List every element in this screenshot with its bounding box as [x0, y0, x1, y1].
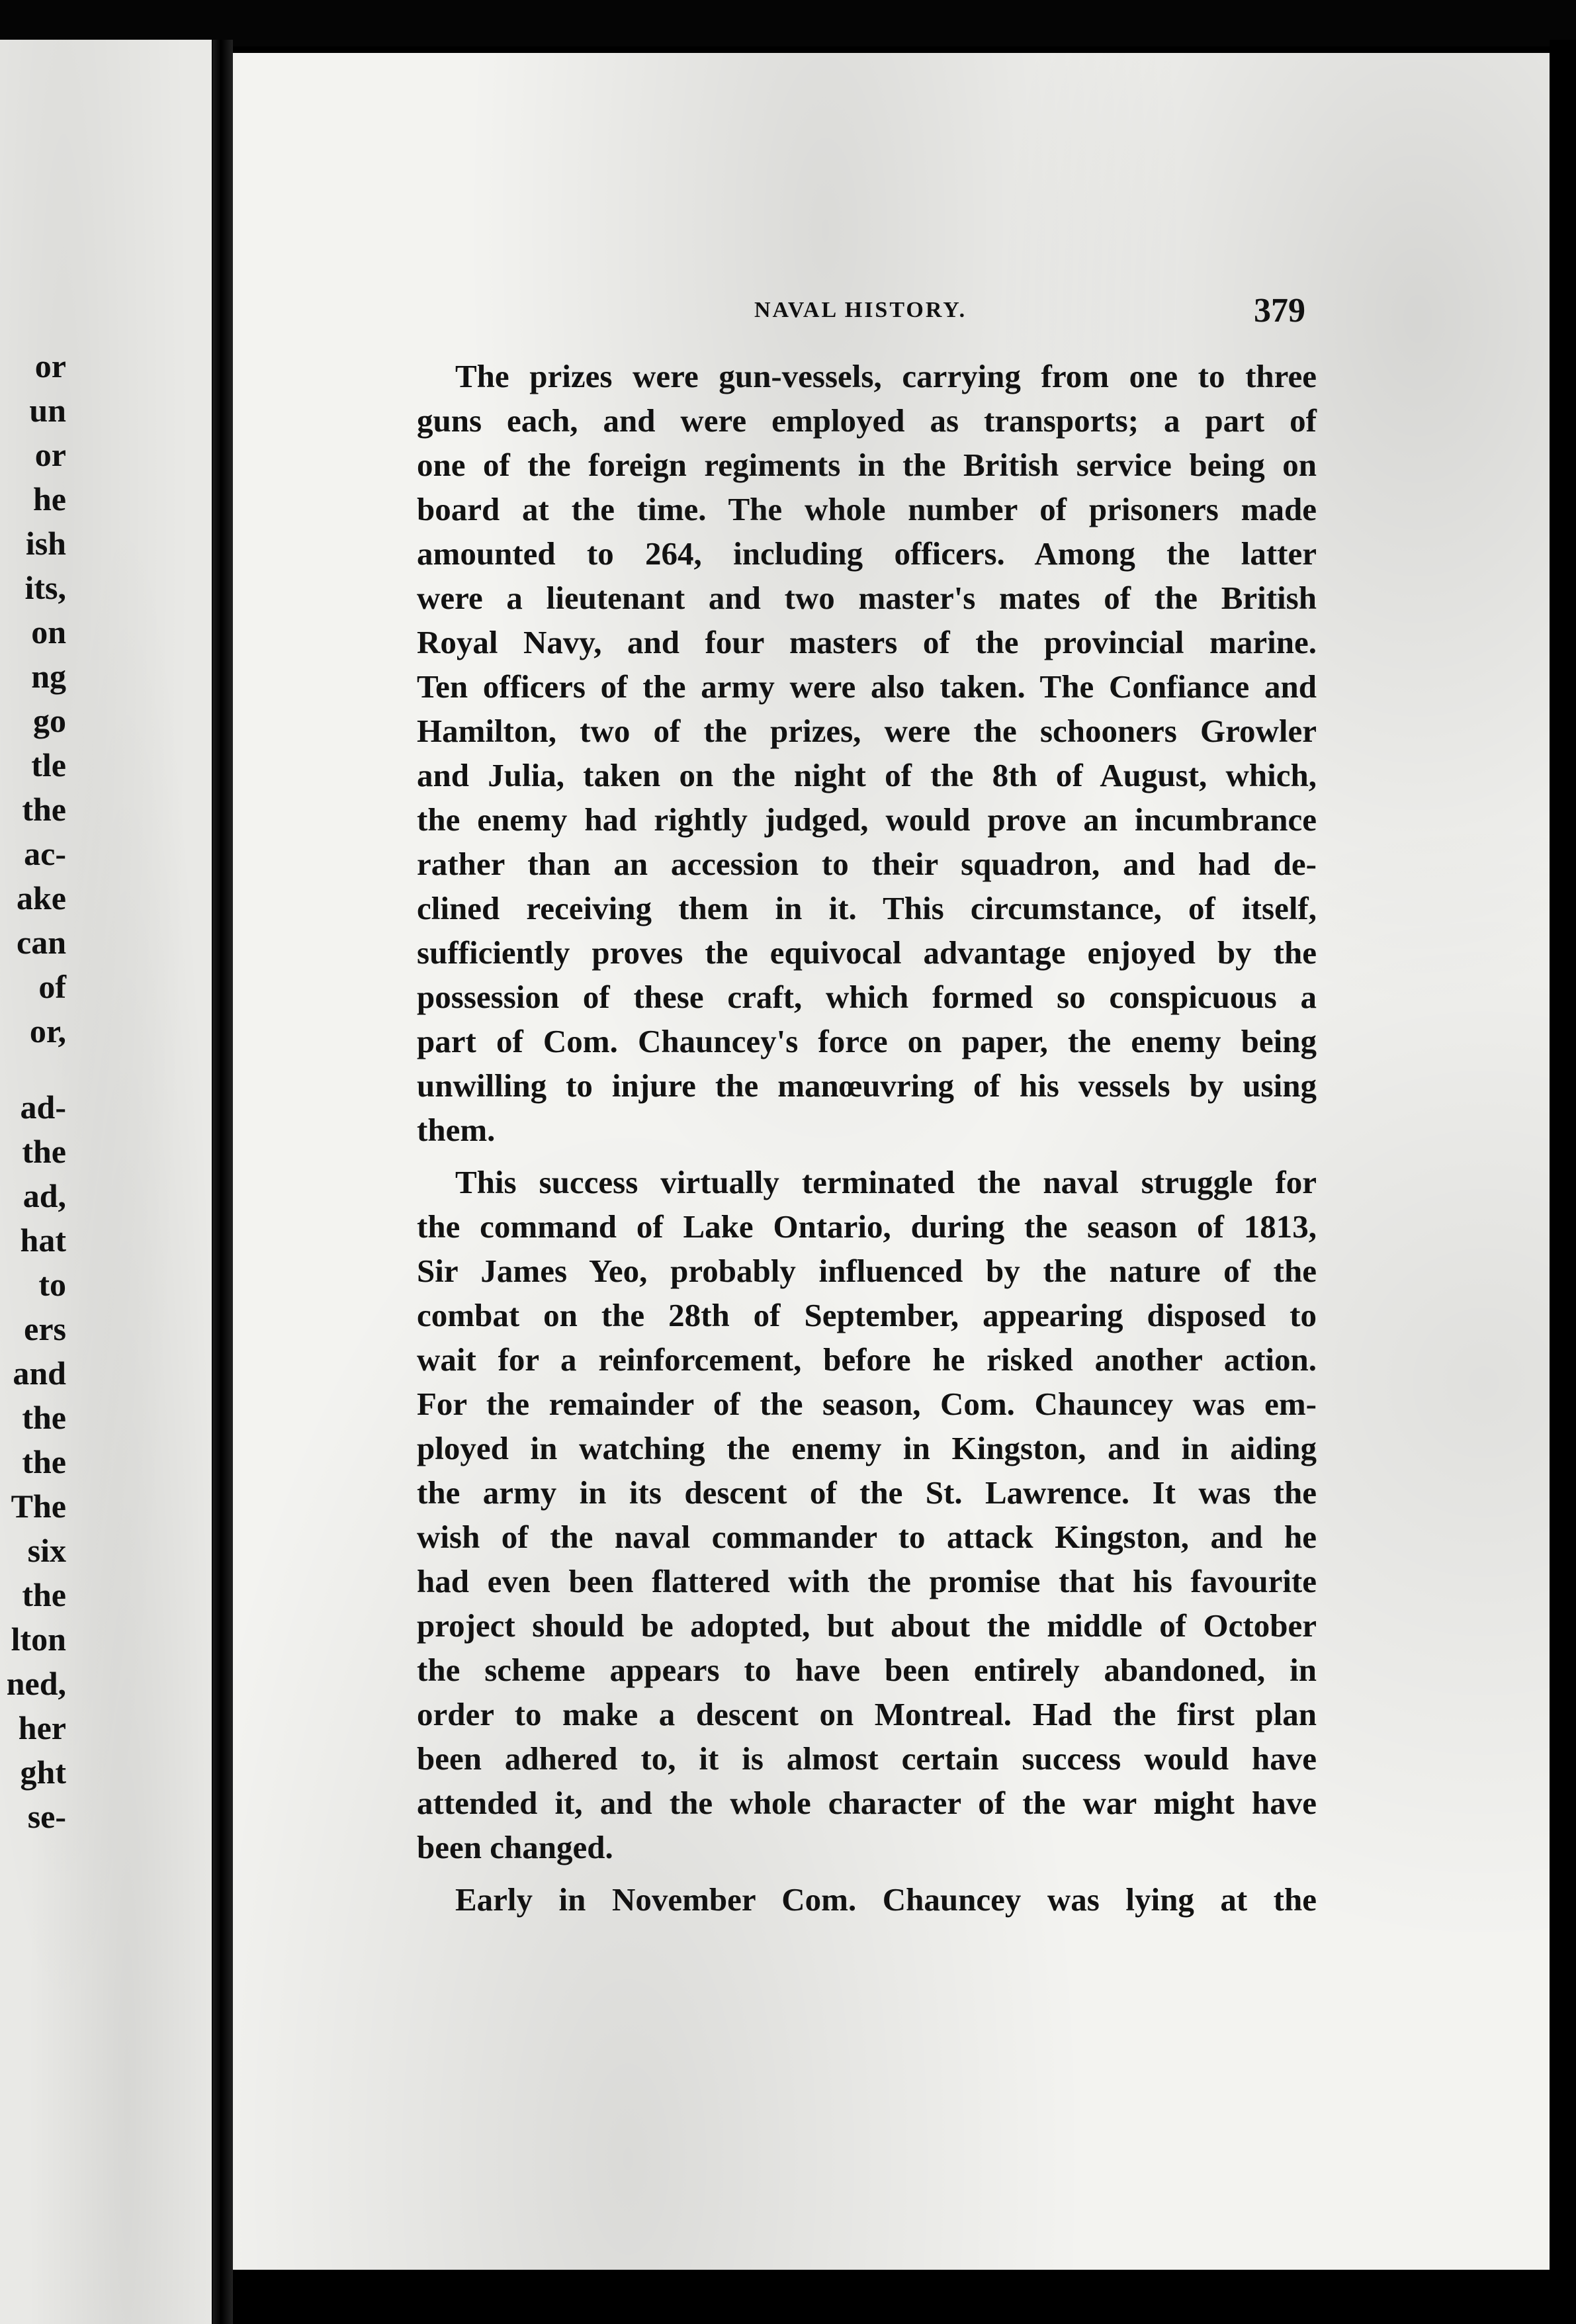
paragraph	[417, 1877, 1317, 1922]
facing-line: he	[33, 480, 66, 517]
facing-line: ers	[24, 1310, 66, 1347]
text-line: project should be adopted, but about the middle of October	[417, 1607, 1317, 1644]
facing-line: ad-	[20, 1089, 66, 1126]
facing-line: can	[17, 924, 66, 961]
facing-line: The	[11, 1488, 66, 1525]
text-line: This success virtually terminated the naval struggle for	[455, 1164, 1317, 1200]
text-line: rather than an accession to their squadron, and had de-	[417, 846, 1317, 882]
facing-line: ac-	[24, 835, 66, 872]
facing-line: the	[22, 1443, 66, 1480]
text-line: sufficiently proves the equivocal advantage enjoyed by the	[417, 934, 1317, 971]
text-line: been changed.	[417, 1829, 613, 1865]
facing-line: or	[34, 347, 66, 384]
text-line: unwilling to injure the manœuvring of his vessels by using	[417, 1067, 1317, 1104]
text-line: ployed in watching the enemy in Kingston, and in aiding	[417, 1430, 1317, 1466]
facing-paragraph-gap	[0, 1053, 66, 1085]
running-head: NAVAL HISTORY.	[754, 298, 967, 322]
facing-line: ght	[20, 1754, 66, 1791]
facing-line: lton	[11, 1621, 66, 1658]
scan-right-border	[1550, 40, 1576, 2324]
text-line: been adhered to, it is almost certain success would have	[417, 1740, 1317, 1777]
text-line: combat on the 28th of September, appearing disposed to	[417, 1297, 1317, 1333]
facing-line: se-	[27, 1798, 66, 1835]
facing-line: the	[22, 1133, 66, 1170]
text-line: board at the time. The whole number of prisoners made	[417, 491, 1317, 527]
facing-line: tle	[31, 746, 66, 783]
paragraph	[417, 354, 1317, 1152]
text-line: the army in its descent of the St. Lawrence. It was the	[417, 1474, 1317, 1511]
text-line: order to make a descent on Montreal. Had the first plan	[417, 1696, 1317, 1732]
facing-line: ng	[31, 658, 66, 695]
scan-bottom-border	[233, 2270, 1550, 2324]
text-line: one of the foreign regiments in the British service being on	[417, 447, 1317, 483]
text-line: amounted to 264, including officers. Among the latter	[417, 535, 1317, 572]
facing-line: hat	[20, 1222, 66, 1259]
text-line: had even been flattered with the promise that his favourite	[417, 1563, 1317, 1599]
text-line: Royal Navy, and four masters of the provincial marine.	[417, 624, 1317, 660]
facing-line: to	[38, 1266, 66, 1303]
text-line: Hamilton, two of the prizes, were the schooners Growler	[417, 713, 1317, 749]
facing-line: of	[38, 968, 66, 1005]
text-line: part of Com. Chauncey's force on paper, the enemy being	[417, 1023, 1317, 1059]
text-line: the enemy had rightly judged, would prove an incumbrance	[417, 801, 1317, 838]
text-line: The prizes were gun-vessels, carrying from one to three	[455, 358, 1317, 394]
text-line: guns each, and were employed as transports; a part of	[417, 402, 1317, 439]
text-line: them.	[417, 1112, 496, 1148]
text-line: wish of the naval commander to attack Kingston, and he	[417, 1519, 1317, 1555]
text-line: attended it, and the whole character of the war might have	[417, 1785, 1317, 1821]
facing-line: ake	[17, 879, 66, 916]
scan-top-border	[0, 0, 1576, 46]
facing-line: its,	[24, 569, 66, 606]
text-line: the command of Lake Ontario, during the season of 1813,	[417, 1208, 1317, 1245]
text-line: For the remainder of the season, Com. Chauncey was em-	[417, 1386, 1317, 1422]
facing-line: the	[22, 1399, 66, 1436]
facing-line: or	[34, 436, 66, 473]
facing-line: the	[22, 1576, 66, 1613]
facing-line: and	[13, 1355, 66, 1392]
facing-line: ad,	[22, 1177, 66, 1214]
facing-page-line-endings	[0, 344, 66, 1839]
facing-line: six	[27, 1532, 66, 1569]
text-line: clined receiving them in it. This circumstance, of itself,	[417, 890, 1317, 926]
facing-line: un	[29, 392, 66, 429]
facing-line: or,	[29, 1012, 66, 1050]
facing-line: the	[22, 791, 66, 828]
page-number: 379	[1254, 292, 1305, 330]
facing-line: go	[33, 702, 66, 739]
text-line: wait for a reinforcement, before he risked another action.	[417, 1341, 1317, 1378]
page-body	[417, 354, 1317, 1922]
book-gutter	[213, 40, 233, 2324]
paragraph	[417, 1160, 1317, 1869]
text-line: Ten officers of the army were also taken. The Confiance and	[417, 668, 1317, 705]
text-line: Sir James Yeo, probably influenced by the nature of the	[417, 1253, 1317, 1289]
text-line: were a lieutenant and two master's mates of the British	[417, 580, 1317, 616]
text-line: possession of these craft, which formed so conspicuous a	[417, 979, 1317, 1015]
facing-line: on	[31, 613, 66, 650]
facing-line: ned,	[6, 1665, 66, 1702]
text-line: Early in November Com. Chauncey was lying at the	[455, 1881, 1317, 1918]
facing-line: her	[18, 1709, 66, 1746]
text-line: the scheme appears to have been entirely abandoned, in	[417, 1652, 1317, 1688]
text-line: and Julia, taken on the night of the 8th of August, which,	[417, 757, 1317, 793]
facing-line: ish	[25, 525, 66, 562]
